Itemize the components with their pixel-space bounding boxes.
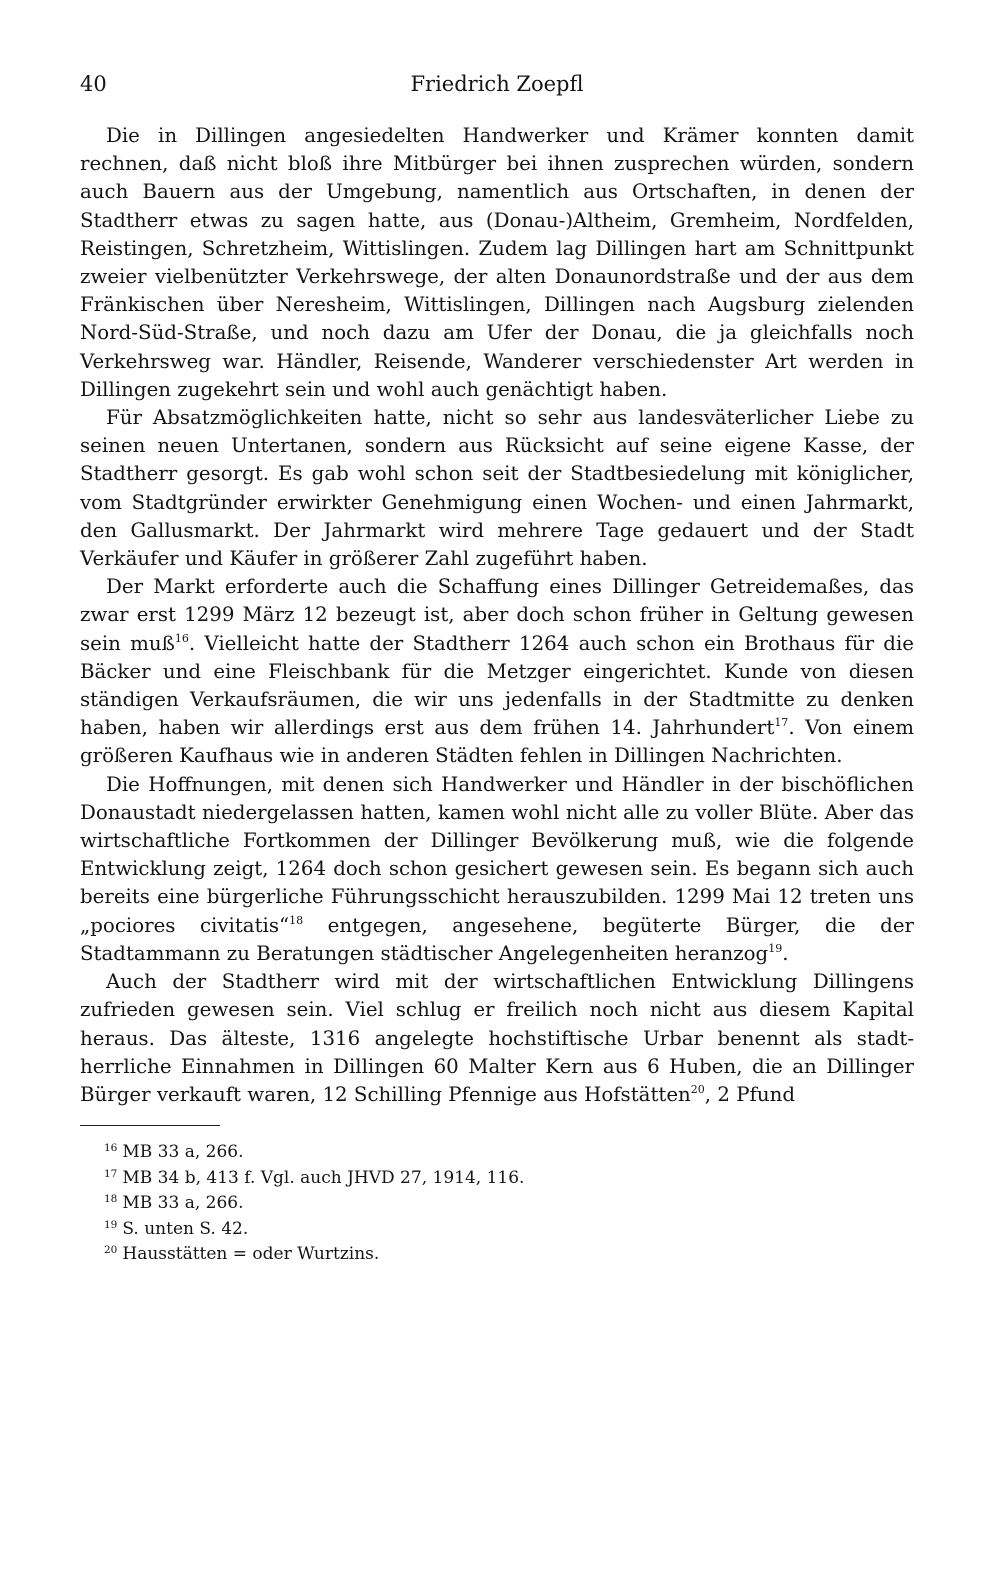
- footnote-mark: 19: [104, 1218, 118, 1231]
- paragraph-text: , 2 Pfund: [704, 1082, 796, 1106]
- footnote-reference: 20: [690, 1082, 705, 1096]
- footnote-text: Hausstätten = oder Wurtzins.: [122, 1244, 380, 1265]
- footnote-text: MB 33 a, 266.: [122, 1142, 244, 1163]
- footnote-reference: 19: [768, 941, 783, 955]
- paragraph: [80, 122, 914, 404]
- footnote-mark: 17: [104, 1167, 118, 1180]
- footnote: [80, 1217, 914, 1243]
- paragraph-text: . Vielleicht hatte der Stadtherr 1264 auch schon ein Brothaus für die Bäcker und eine Fleischbank für die Metzger eingerichtet. Kunde von diesen ständigen Verkaufsräumen, die wir uns jedenfalls in der Stadtmitte zu denken haben, haben wir allerdings erst aus dem frühen 14. Jahrhundert: [80, 631, 914, 740]
- footnote-mark: 18: [104, 1193, 118, 1206]
- footnote: [80, 1166, 914, 1192]
- paragraph: [80, 404, 914, 573]
- book-page: [80, 72, 914, 1268]
- paragraph-text: .: [782, 941, 789, 965]
- paragraph: [80, 771, 914, 968]
- footnote-text: MB 34 b, 413 f. Vgl. auch JHVD 27, 1914, 116.: [122, 1167, 525, 1188]
- footnote-text: MB 33 a, 266.: [122, 1193, 244, 1214]
- footnote-reference: 17: [774, 716, 789, 730]
- running-head: [80, 72, 914, 108]
- paragraph-text: Auch der Stadtherr wird mit der wirtschaftlichen Entwicklung Dillingens zufrieden gewesen sein. Viel schlug er freilich noch nicht aus diesem Kapital heraus. Das älteste, 1316 angelegte hochstiftische Urbar benennt als stadtherrliche Einnahmen in Dillingen 60 Malter Kern aus 6 Huben, die an Dillinger Bürger verkauft waren, 12 Schilling Pfennige aus Hofstätten: [80, 970, 914, 1106]
- footnote: [80, 1140, 914, 1166]
- footnote-reference: 18: [289, 913, 304, 927]
- body-text: [80, 122, 914, 1109]
- paragraph: [80, 573, 914, 770]
- paragraph-text: . Von einem größeren Kaufhaus wie in anderen Städten fehlen in Dillingen Nachrichten.: [80, 716, 915, 768]
- footnote: [80, 1242, 914, 1268]
- paragraph-text: Die Hoffnungen, mit denen sich Handwerker und Händler in der bischöflichen Donaustadt niedergelassen hatten, kamen wohl nicht alle zu voller Blüte. Aber das wirtschaftliche Fortkommen der Dillinger Bevölkerung muß, wie die folgende Entwicklung zeigt, 1264 doch schon gesichert gewesen sein. Es begann sich auch bereits eine bürgerliche Führungsschicht herauszubilden. 1299 Mai 12 treten uns „pociores civitatis“: [80, 772, 914, 937]
- footnote-text: S. unten S. 42.: [122, 1218, 249, 1239]
- paragraph-text: Für Absatzmöglichkeiten hatte, nicht so sehr aus landesväterlicher Liebe zu seinen neuen Untertanen, sondern aus Rücksicht auf seine eigene Kasse, der Stadtherr gesorgt. Es gab wohl schon seit der Stadtbesiedelung mit königlicher, vom Stadtgründer erwirkter Genehmigung einen Wochen- und einen Jahrmarkt, den Gallusmarkt. Der Jahrmarkt wird mehrere Tage gedauert und der Stadt Verkäufer und Käufer in größerer Zahl zugeführt haben.: [80, 406, 914, 571]
- footnote-mark: 16: [104, 1142, 118, 1155]
- page-number: 40: [80, 72, 107, 96]
- footnotes: [80, 1140, 914, 1268]
- footnote-mark: 20: [104, 1244, 118, 1257]
- running-title: Friedrich Zoepfl: [410, 72, 584, 96]
- paragraph-text: entgegen, angesehene, begüterte Bürger, die der Stadtammann zu Beratungen städtischer Angelegenheiten heranzog: [80, 913, 914, 965]
- paragraph-text: Die in Dillingen angesiedelten Handwerker und Krämer konnten damit rechnen, daß nicht bloß ihre Mitbürger bei ihnen zusprechen würden, sondern auch Bauern aus der Umgebung, namentlich aus Ortschaften, in denen der Stadtherr etwas zu sagen hatte, aus (Donau-)Altheim, Gremheim, Nordfelden, Reistingen, Schretzheim, Wittislingen. Zudem lag Dillingen hart am Schnittpunkt zweier vielbenützter Verkehrswege, der alten Donaunordstraße und der aus dem Fränkischen über Neresheim, Wittislingen, Dillingen nach Augsburg zielenden Nord-Süd-Straße, und noch dazu am Ufer der Donau, die ja gleichfalls noch Verkehrsweg war. Händler, Reisende, Wanderer verschiedenster Art werden in Dillingen zugekehrt sein und wohl auch genächtigt haben.: [80, 124, 914, 401]
- paragraph: [80, 968, 914, 1109]
- footnote-divider: [80, 1125, 220, 1126]
- paragraph-text: Der Markt erforderte auch die Schaffung eines Dillinger Getreidemaßes, das zwar erst 1299 März 12 bezeugt ist, aber doch schon früher in Geltung gewesen sein muß: [80, 575, 914, 655]
- footnote: [80, 1191, 914, 1217]
- footnote-reference: 16: [174, 631, 189, 645]
